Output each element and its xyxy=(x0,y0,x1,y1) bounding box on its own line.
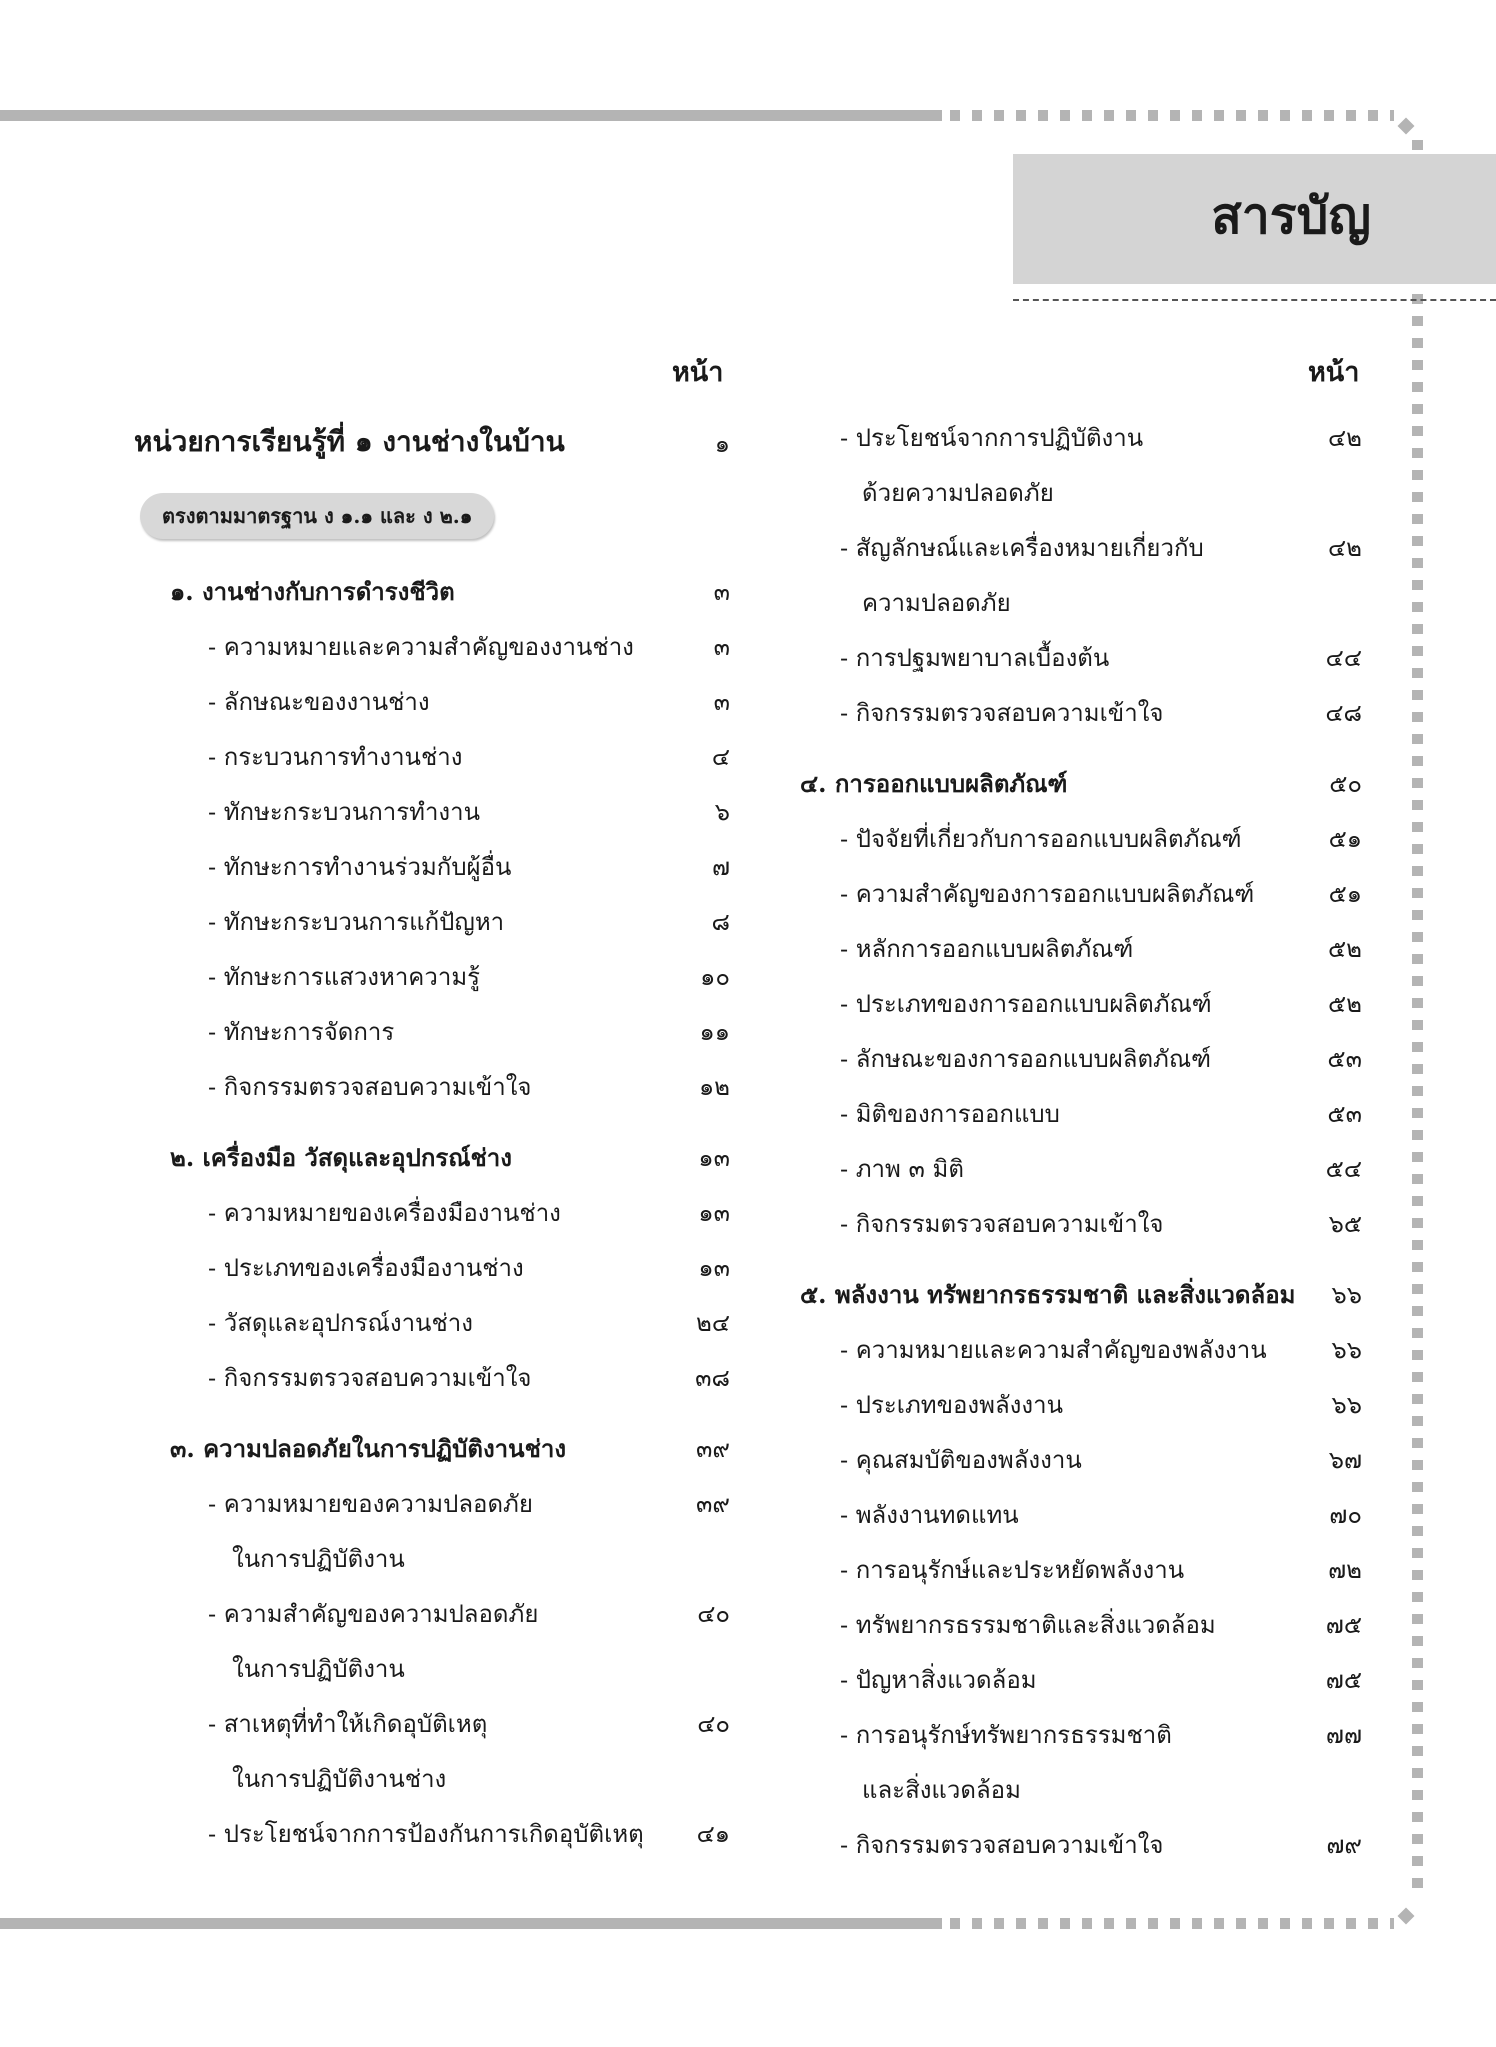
unit-title: หน่วยการเรียนรู้ที่ ๑ งานช่างในบ้าน xyxy=(134,425,565,458)
toc-page-number: ๕๑ xyxy=(1328,880,1362,908)
toc-section-title: ๔. การออกแบบผลิตภัณฑ์ xyxy=(800,769,1068,798)
toc-page-number: ๓ xyxy=(713,633,730,661)
toc-page-number: ๔๘ xyxy=(1325,699,1362,727)
toc-item-title: - หลักการออกแบบผลิตภัณฑ์ xyxy=(840,935,1134,963)
toc-item-continuation: ความปลอดภัย xyxy=(862,589,1011,617)
bottom-border-bar xyxy=(0,1918,942,1929)
toc-item-title: - สาเหตุที่ทำให้เกิดอุบัติเหตุ xyxy=(208,1710,488,1738)
toc-item-title: - กิจกรรมตรวจสอบความเข้าใจ xyxy=(840,1210,1164,1238)
toc-page-number: ๔๐ xyxy=(697,1710,730,1738)
top-corner-diamond xyxy=(1398,118,1415,135)
page-column-header-right: หน้า xyxy=(1308,357,1360,388)
top-border-bar xyxy=(0,110,942,121)
toc-item-title: - ภาพ ๓ มิติ xyxy=(840,1155,964,1183)
toc-page-number: ๕๒ xyxy=(1328,990,1362,1018)
toc-page-number: ๖๖ xyxy=(1331,1336,1362,1364)
toc-item-title: - ความสำคัญของความปลอดภัย xyxy=(208,1600,539,1628)
toc-page-number: ๕๑ xyxy=(1328,825,1362,853)
toc-page-number: ๔๒ xyxy=(1328,424,1362,452)
toc-item-title: - วัสดุและอุปกรณ์งานช่าง xyxy=(208,1309,473,1337)
toc-item-title: - ทักษะกระบวนการทำงาน xyxy=(208,798,481,826)
toc-item-title: - กิจกรรมตรวจสอบความเข้าใจ xyxy=(840,699,1164,727)
page-column-header-left: หน้า xyxy=(672,357,724,388)
toc-item-title: - ความหมายและความสำคัญของพลังงาน xyxy=(840,1336,1267,1364)
top-border-dots xyxy=(950,110,1394,121)
toc-section-title: ๒. เครื่องมือ วัสดุและอุปกรณ์ช่าง xyxy=(170,1143,512,1172)
toc-item-title: - ทักษะการจัดการ xyxy=(208,1018,395,1046)
toc-item-title: - สัญลักษณ์และเครื่องหมายเกี่ยวกับ xyxy=(840,534,1204,562)
toc-page-number: ๑๓ xyxy=(698,1254,730,1282)
toc-item-title: - พลังงานทดแทน xyxy=(840,1501,1019,1529)
toc-page-number: ๔๐ xyxy=(697,1600,730,1628)
toc-item-continuation: ในการปฏิบัติงาน xyxy=(232,1545,405,1573)
toc-item-title: - ทักษะการแสวงหาความรู้ xyxy=(208,963,481,991)
toc-item-title: - การปฐมพยาบาลเบื้องต้น xyxy=(840,644,1110,672)
toc-page-number: ๗๕ xyxy=(1325,1666,1362,1694)
toc-page-number: ๗๐ xyxy=(1329,1501,1362,1529)
toc-item-title: - ประเภทของพลังงาน xyxy=(840,1391,1063,1419)
toc-page-number: ๔ xyxy=(711,743,730,771)
toc-page-number: ๔๔ xyxy=(1325,644,1362,672)
toc-page-number: ๓๙ xyxy=(696,1490,730,1518)
toc-page-number: ๓๘ xyxy=(695,1364,730,1392)
toc-section-title: ๓. ความปลอดภัยในการปฏิบัติงานช่าง xyxy=(170,1434,567,1463)
toc-page-number: ๕๓ xyxy=(1327,1100,1362,1128)
toc-item-title: - ลักษณะของงานช่าง xyxy=(208,688,430,716)
toc-page-number: ๗๙ xyxy=(1326,1831,1362,1859)
page-title: สารบัญ xyxy=(1211,187,1371,245)
toc-item-title: - คุณสมบัติของพลังงาน xyxy=(840,1446,1082,1474)
toc-item-title: - ประเภทของการออกแบบผลิตภัณฑ์ xyxy=(840,990,1212,1018)
toc-page-number: ๑๓ xyxy=(698,1144,730,1172)
toc-page-number: ๖๗ xyxy=(1328,1446,1362,1474)
toc-page-number: ๓ xyxy=(713,578,730,606)
toc-page-number: ๗๕ xyxy=(1325,1611,1362,1639)
title-box xyxy=(1013,154,1496,284)
toc-item-title: - ทักษะกระบวนการแก้ปัญหา xyxy=(208,908,505,936)
toc-page-number: ๑๒ xyxy=(698,1073,730,1101)
toc-page-number: ๕๓ xyxy=(1327,1045,1362,1073)
standard-badge: ตรงตามมาตรฐาน ง ๑.๑ และ ง ๒.๑ xyxy=(140,493,494,539)
toc-page-number: ๑๐ xyxy=(700,963,730,991)
toc-page-number: ๗ xyxy=(711,853,730,881)
toc-item-title: - การอนุรักษ์ทรัพยากรธรรมชาติ xyxy=(840,1721,1172,1749)
toc-item-continuation: ในการปฏิบัติงานช่าง xyxy=(232,1765,447,1793)
toc-page-number: ๘ xyxy=(711,908,730,936)
toc-item-title: - กิจกรรมตรวจสอบความเข้าใจ xyxy=(840,1831,1164,1859)
toc-page-number: ๕๔ xyxy=(1325,1155,1362,1183)
toc-page-number: ๖๖ xyxy=(1331,1281,1362,1309)
toc-item-title: - กิจกรรมตรวจสอบความเข้าใจ xyxy=(208,1364,532,1392)
title-underline xyxy=(1013,299,1496,301)
toc-page-number: ๔๑ xyxy=(696,1820,730,1848)
toc-page-number: ๓๙ xyxy=(696,1435,730,1463)
toc-item-title: - ประเภทของเครื่องมืองานช่าง xyxy=(208,1254,524,1282)
bottom-border-dots xyxy=(950,1918,1394,1929)
toc-item-title: - กิจกรรมตรวจสอบความเข้าใจ xyxy=(208,1073,532,1101)
toc-item-title: - กระบวนการทำงานช่าง xyxy=(208,743,463,771)
toc-page-number: ๗๗ xyxy=(1325,1721,1362,1749)
toc-item-title: - ลักษณะของการออกแบบผลิตภัณฑ์ xyxy=(840,1045,1212,1073)
toc-item-title: - มิติของการออกแบบ xyxy=(840,1100,1060,1128)
toc-item-title: - ปัญหาสิ่งแวดล้อม xyxy=(840,1666,1037,1694)
toc-page-number: ๑๓ xyxy=(698,1199,730,1227)
unit-page-number: ๑ xyxy=(714,430,730,458)
toc-page-number: ๖๕ xyxy=(1328,1210,1362,1238)
bottom-corner-diamond xyxy=(1398,1908,1415,1925)
toc-item-continuation: ด้วยความปลอดภัย xyxy=(862,479,1054,507)
toc-item-title: - ประโยชน์จากการป้องกันการเกิดอุบัติเหตุ xyxy=(208,1820,644,1848)
toc-item-title: - ปัจจัยที่เกี่ยวกับการออกแบบผลิตภัณฑ์ xyxy=(840,825,1242,853)
toc-item-title: - ความหมายของเครื่องมืองานช่าง xyxy=(208,1199,561,1227)
toc-page-number: ๖ xyxy=(714,798,730,826)
toc-page-number: ๑๑ xyxy=(699,1018,730,1046)
toc-item-title: - ความหมายและความสำคัญของงานช่าง xyxy=(208,633,634,661)
toc-page-number: ๕๐ xyxy=(1329,770,1362,798)
toc-item-continuation: และสิ่งแวดล้อม xyxy=(862,1776,1021,1804)
toc-item-title: - การอนุรักษ์และประหยัดพลังงาน xyxy=(840,1556,1185,1584)
toc-item-continuation: ในการปฏิบัติงาน xyxy=(232,1655,405,1683)
toc-item-title: - ทรัพยากรธรรมชาติและสิ่งแวดล้อม xyxy=(840,1611,1216,1639)
toc-item-title: - ความสำคัญของการออกแบบผลิตภัณฑ์ xyxy=(840,880,1255,908)
toc-page-number: ๖๖ xyxy=(1331,1391,1362,1419)
toc-page-number: ๓ xyxy=(713,688,730,716)
toc-item-title: - ทักษะการทำงานร่วมกับผู้อื่น xyxy=(208,853,512,881)
toc-page-number: ๕๒ xyxy=(1328,935,1362,963)
toc-page-number: ๔๒ xyxy=(1328,534,1362,562)
toc-page-number: ๗๒ xyxy=(1328,1556,1362,1584)
toc-item-title: - ประโยชน์จากการปฏิบัติงาน xyxy=(840,424,1144,452)
toc-item-title: - ความหมายของความปลอดภัย xyxy=(208,1490,533,1518)
right-border-dots xyxy=(1412,140,1423,1890)
toc-page-number: ๒๔ xyxy=(696,1309,730,1337)
toc-section-title: ๕. พลังงาน ทรัพยากรธรรมชาติ และสิ่งแวดล้อม xyxy=(800,1280,1296,1309)
toc-section-title: ๑. งานช่างกับการดำรงชีวิต xyxy=(170,577,455,606)
